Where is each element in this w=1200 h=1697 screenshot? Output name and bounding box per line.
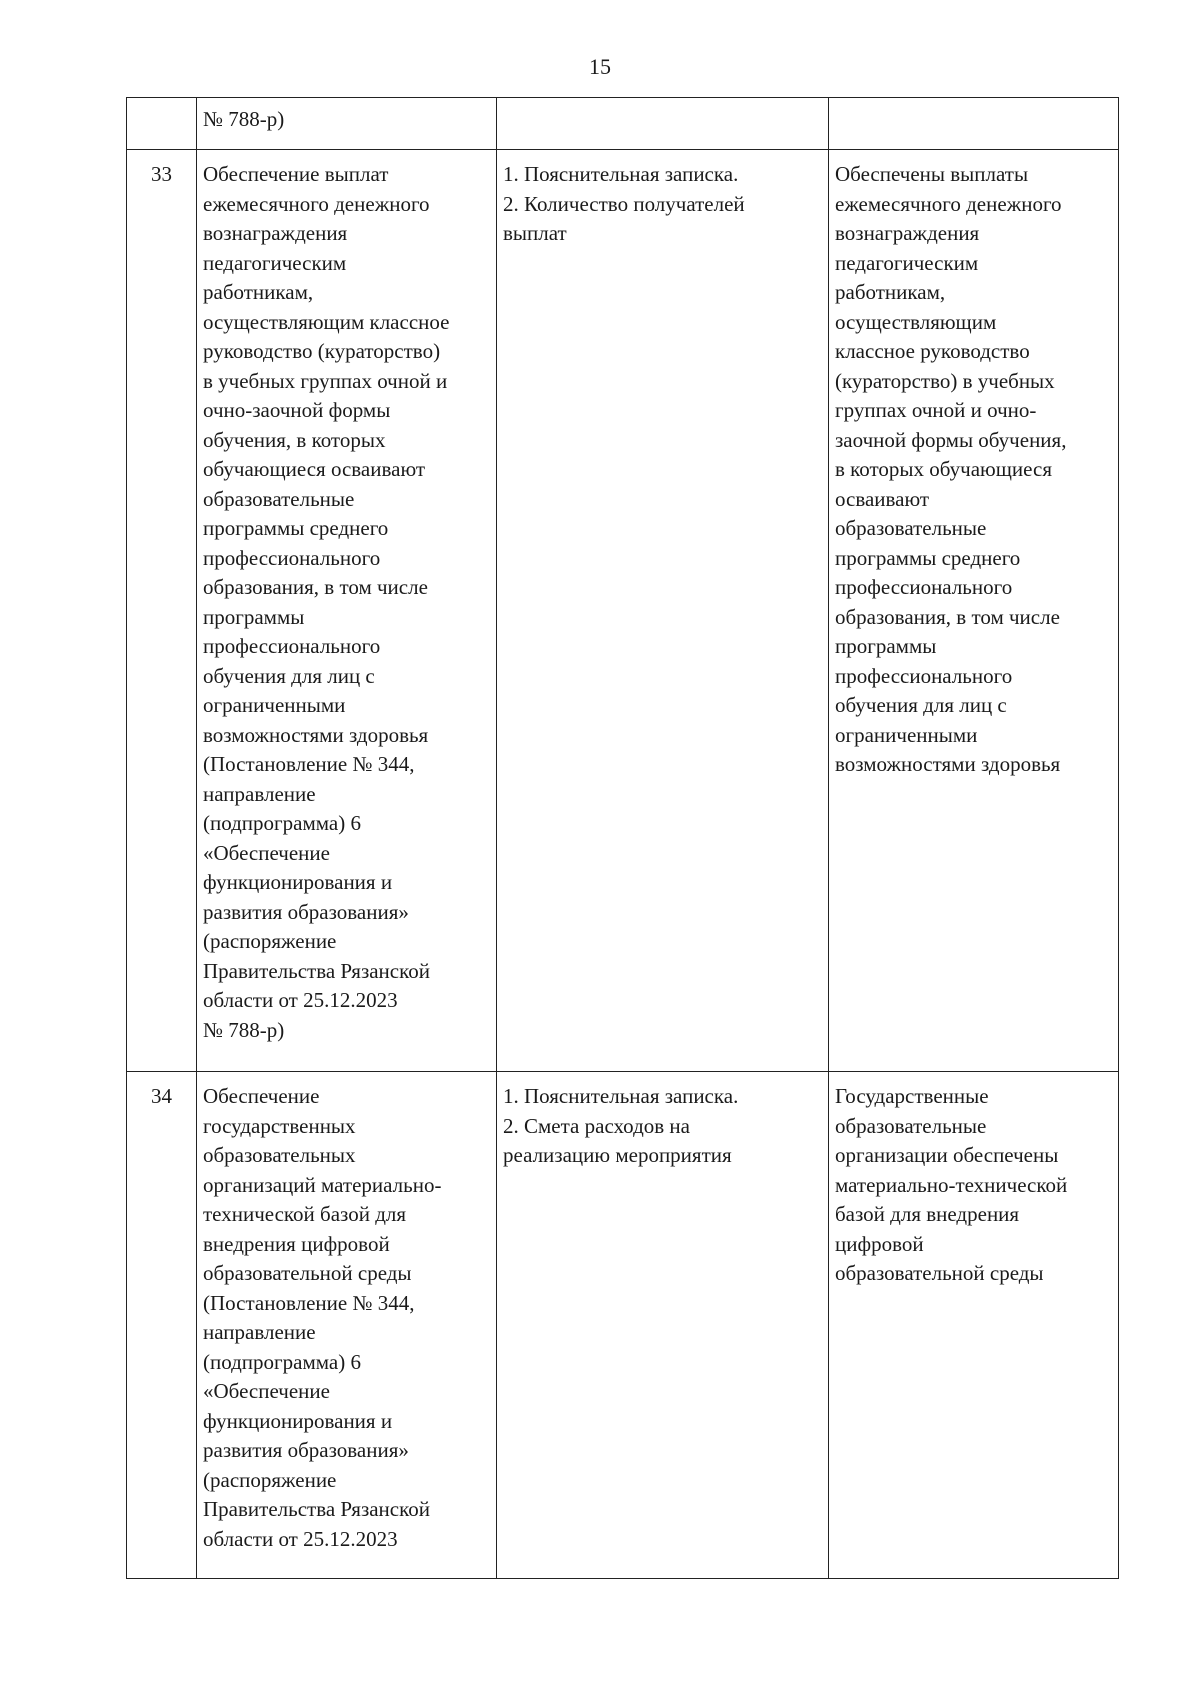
name-text-line: профессионального [203, 545, 381, 570]
result-text-line: образовательные [835, 516, 987, 540]
name-text-line: руководство (кураторство) [203, 339, 441, 363]
name-text-line: государственных [203, 1113, 356, 1138]
name-text-line: Правительства Рязанской [203, 958, 430, 983]
name-text-line: области от 25.12.2023 [203, 988, 398, 1012]
result-text-line: заочной формы обучения, [835, 427, 1067, 452]
table-row [127, 150, 1119, 1072]
name-text-line: направление [203, 1320, 316, 1344]
result-text-line: Обеспечены выплаты [835, 162, 1029, 186]
name-text-line: функционирования и [203, 1408, 393, 1433]
result-text-line: программы [835, 634, 937, 658]
name-text-line: Обеспечение выплат [203, 162, 389, 186]
result-text-line: профессионального [835, 575, 1013, 599]
name-text-line: Правительства Рязанской [203, 1497, 430, 1521]
name-text-line: очно-заочной формы [203, 398, 391, 422]
documents-cell [497, 1072, 829, 1579]
name-text-line: профессионального [203, 634, 381, 658]
result-text-line: педагогическим [835, 250, 979, 275]
name-text-line: образования, в том числе [203, 575, 428, 599]
name-text-line: функционирования и [203, 870, 393, 894]
row-number-cell: 33 [127, 150, 197, 1072]
name-text-line: развития образования» [203, 1438, 409, 1462]
result-text-line: осуществляющим [835, 309, 997, 334]
name-text-line: Обеспечение [203, 1084, 320, 1108]
name-text-line: № 788-р) [203, 107, 285, 131]
docs-text-line: выплат [503, 221, 567, 245]
result-text-line: осваивают [835, 486, 930, 511]
name-text-line: программы [203, 604, 305, 629]
measure-name-cell [197, 150, 497, 1072]
name-text-line: № 788-р) [203, 1017, 285, 1042]
result-cell [829, 98, 1119, 150]
name-text-line: (подпрограмма) 6 [203, 1349, 361, 1374]
name-text-line: внедрения цифровой [203, 1231, 390, 1256]
name-text-line: обучения, в которых [203, 427, 386, 452]
name-text-line: организаций материально- [203, 1172, 442, 1197]
result-text-line: профессионального [835, 663, 1013, 688]
docs-text-line: реализацию мероприятия [503, 1143, 732, 1167]
measure-name-cell [197, 98, 497, 150]
name-text-line: работникам, [203, 280, 314, 304]
result-cell [829, 1072, 1119, 1579]
docs-text-line: 2. Количество получателей [503, 191, 745, 216]
result-text-line: образования, в том числе [835, 604, 1060, 629]
result-text-line: образовательной среды [835, 1261, 1044, 1285]
result-text-line: организации обеспечены [835, 1143, 1059, 1167]
result-text-line: базой для внедрения [835, 1202, 1020, 1226]
name-text-line: «Обеспечение [203, 1379, 330, 1403]
result-text-line: программы среднего [835, 545, 1021, 570]
name-text-line: возможностями здоровья [203, 722, 429, 747]
name-text-line: направление [203, 781, 316, 806]
result-cell [829, 150, 1119, 1072]
result-text-line: вознаграждения [835, 221, 980, 245]
result-text-line: возможностями здоровья [835, 752, 1061, 776]
name-text-line: (распоряжение [203, 929, 337, 953]
name-text-line: (распоряжение [203, 1467, 337, 1492]
name-text-line: технической базой для [203, 1202, 407, 1226]
result-text-line: материально-технической [835, 1172, 1068, 1197]
name-text-line: в учебных группах очной и [203, 368, 448, 393]
result-text-line: образовательные [835, 1113, 987, 1138]
table-row [127, 1072, 1119, 1579]
name-text-line: обучающиеся осваивают [203, 457, 426, 481]
name-text-line: (подпрограмма) 6 [203, 811, 361, 835]
name-text-line: (Постановление № 344, [203, 1290, 415, 1315]
row-number-cell [127, 98, 197, 150]
result-text-line: работникам, [835, 280, 946, 304]
name-text-line: образовательной среды [203, 1261, 412, 1285]
name-text-line: педагогическим [203, 250, 347, 275]
name-text-line: образовательных [203, 1143, 356, 1167]
table-row [127, 98, 1119, 150]
name-text-line: обучения для лиц с [203, 663, 375, 688]
name-text-line: программы среднего [203, 516, 389, 540]
name-text-line: вознаграждения [203, 221, 348, 245]
documents-cell [497, 150, 829, 1072]
result-text-line: обучения для лиц с [835, 693, 1007, 717]
name-text-line: (Постановление № 344, [203, 752, 415, 776]
name-text-line: «Обеспечение [203, 840, 330, 865]
result-text-line: в которых обучающиеся [835, 457, 1052, 481]
result-text-line: ежемесячного денежного [835, 191, 1062, 216]
result-text-line: ограниченными [835, 722, 978, 747]
result-text-line: классное руководство [835, 339, 1030, 363]
docs-text-line: 2. Смета расходов на [503, 1113, 690, 1138]
measures-table [126, 97, 1119, 1579]
name-text-line: осуществляющим классное [203, 309, 450, 334]
name-text-line: ежемесячного денежного [203, 191, 430, 216]
name-text-line: образовательные [203, 486, 355, 511]
docs-text-line: 1. Пояснительная записка. [503, 1084, 739, 1108]
documents-cell [497, 98, 829, 150]
name-text-line: ограниченными [203, 693, 346, 717]
result-text-line: Государственные [835, 1084, 989, 1108]
result-text-line: (кураторство) в учебных [835, 368, 1055, 393]
measure-name-cell [197, 1072, 497, 1579]
page-number: 15 [589, 54, 611, 79]
docs-text-line: 1. Пояснительная записка. [503, 162, 739, 186]
name-text-line: области от 25.12.2023 [203, 1526, 398, 1551]
result-text-line: цифровой [835, 1231, 924, 1256]
result-text-line: группах очной и очно- [835, 398, 1037, 422]
name-text-line: развития образования» [203, 899, 409, 924]
row-number-cell: 34 [127, 1072, 197, 1579]
